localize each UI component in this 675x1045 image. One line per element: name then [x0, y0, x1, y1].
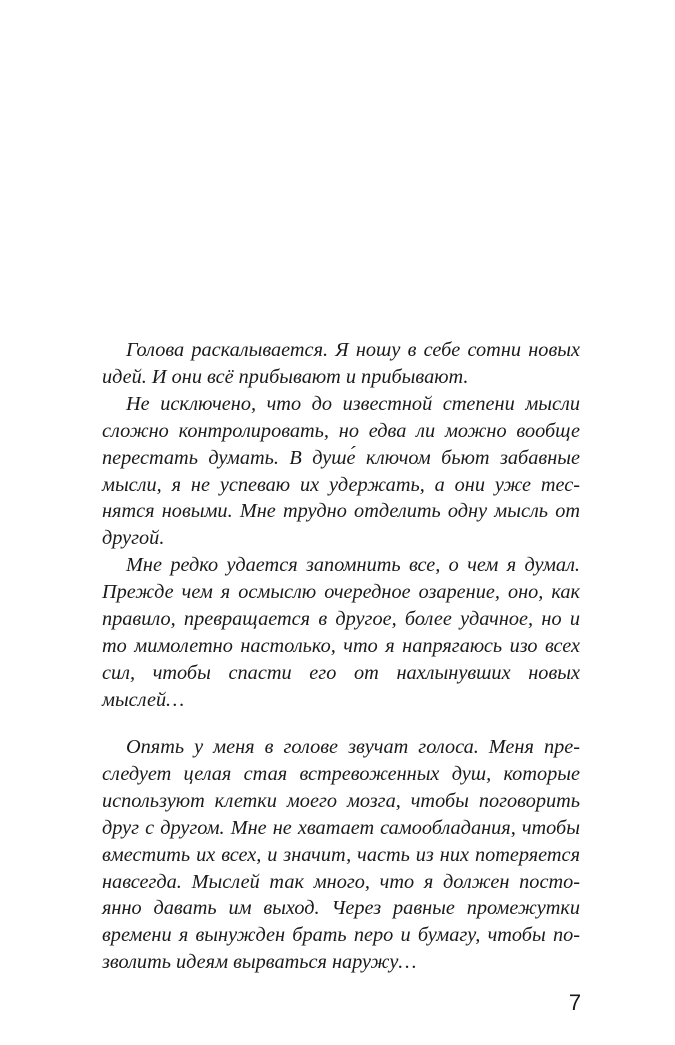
paragraph: Не исключено, что до известной степени мысли сложно контролировать, но едва ли можно вообще перестать думать. В душе́ ключом бьют забавные мысли, я не успеваю их удержать, а они уже теснятся новыми. Мне трудно отделить одну мысль от другой.: [102, 392, 580, 550]
paragraph: Мне редко удается запомнить все, о чем я думал. Прежде чем я осмыслю очередное озарение, оно, как правило, превращается в другое, более удачное, но и то мимолетно настолько, что я напрягаюсь изо всех сил, чтобы спасти его от нахлынувших новых мыслей…: [102, 554, 580, 711]
paragraph: Голова раскалывается. Я ношу в себе сотни новых идей. И они всё прибывают и прибывают.: [102, 339, 580, 388]
text-section-2: [102, 734, 580, 976]
page-number: 7: [568, 990, 582, 1015]
paragraph: Опять у меня в голове звучат голоса. Меня преследует целая стая встревоженных душ, которые используют клетки моего мозга, чтобы поговорить друг с другом. Мне не хватает самообладания, чтобы вместить их всех, и значит, часть из них потеряется навсегда. Мыслей так много, что я должен постоянно давать им выход. Через равные промежутки времени я вынужден брать перо и бумагу, чтобы позволить идеям вырваться наружу…: [102, 736, 580, 974]
text-section-1: [102, 337, 580, 714]
